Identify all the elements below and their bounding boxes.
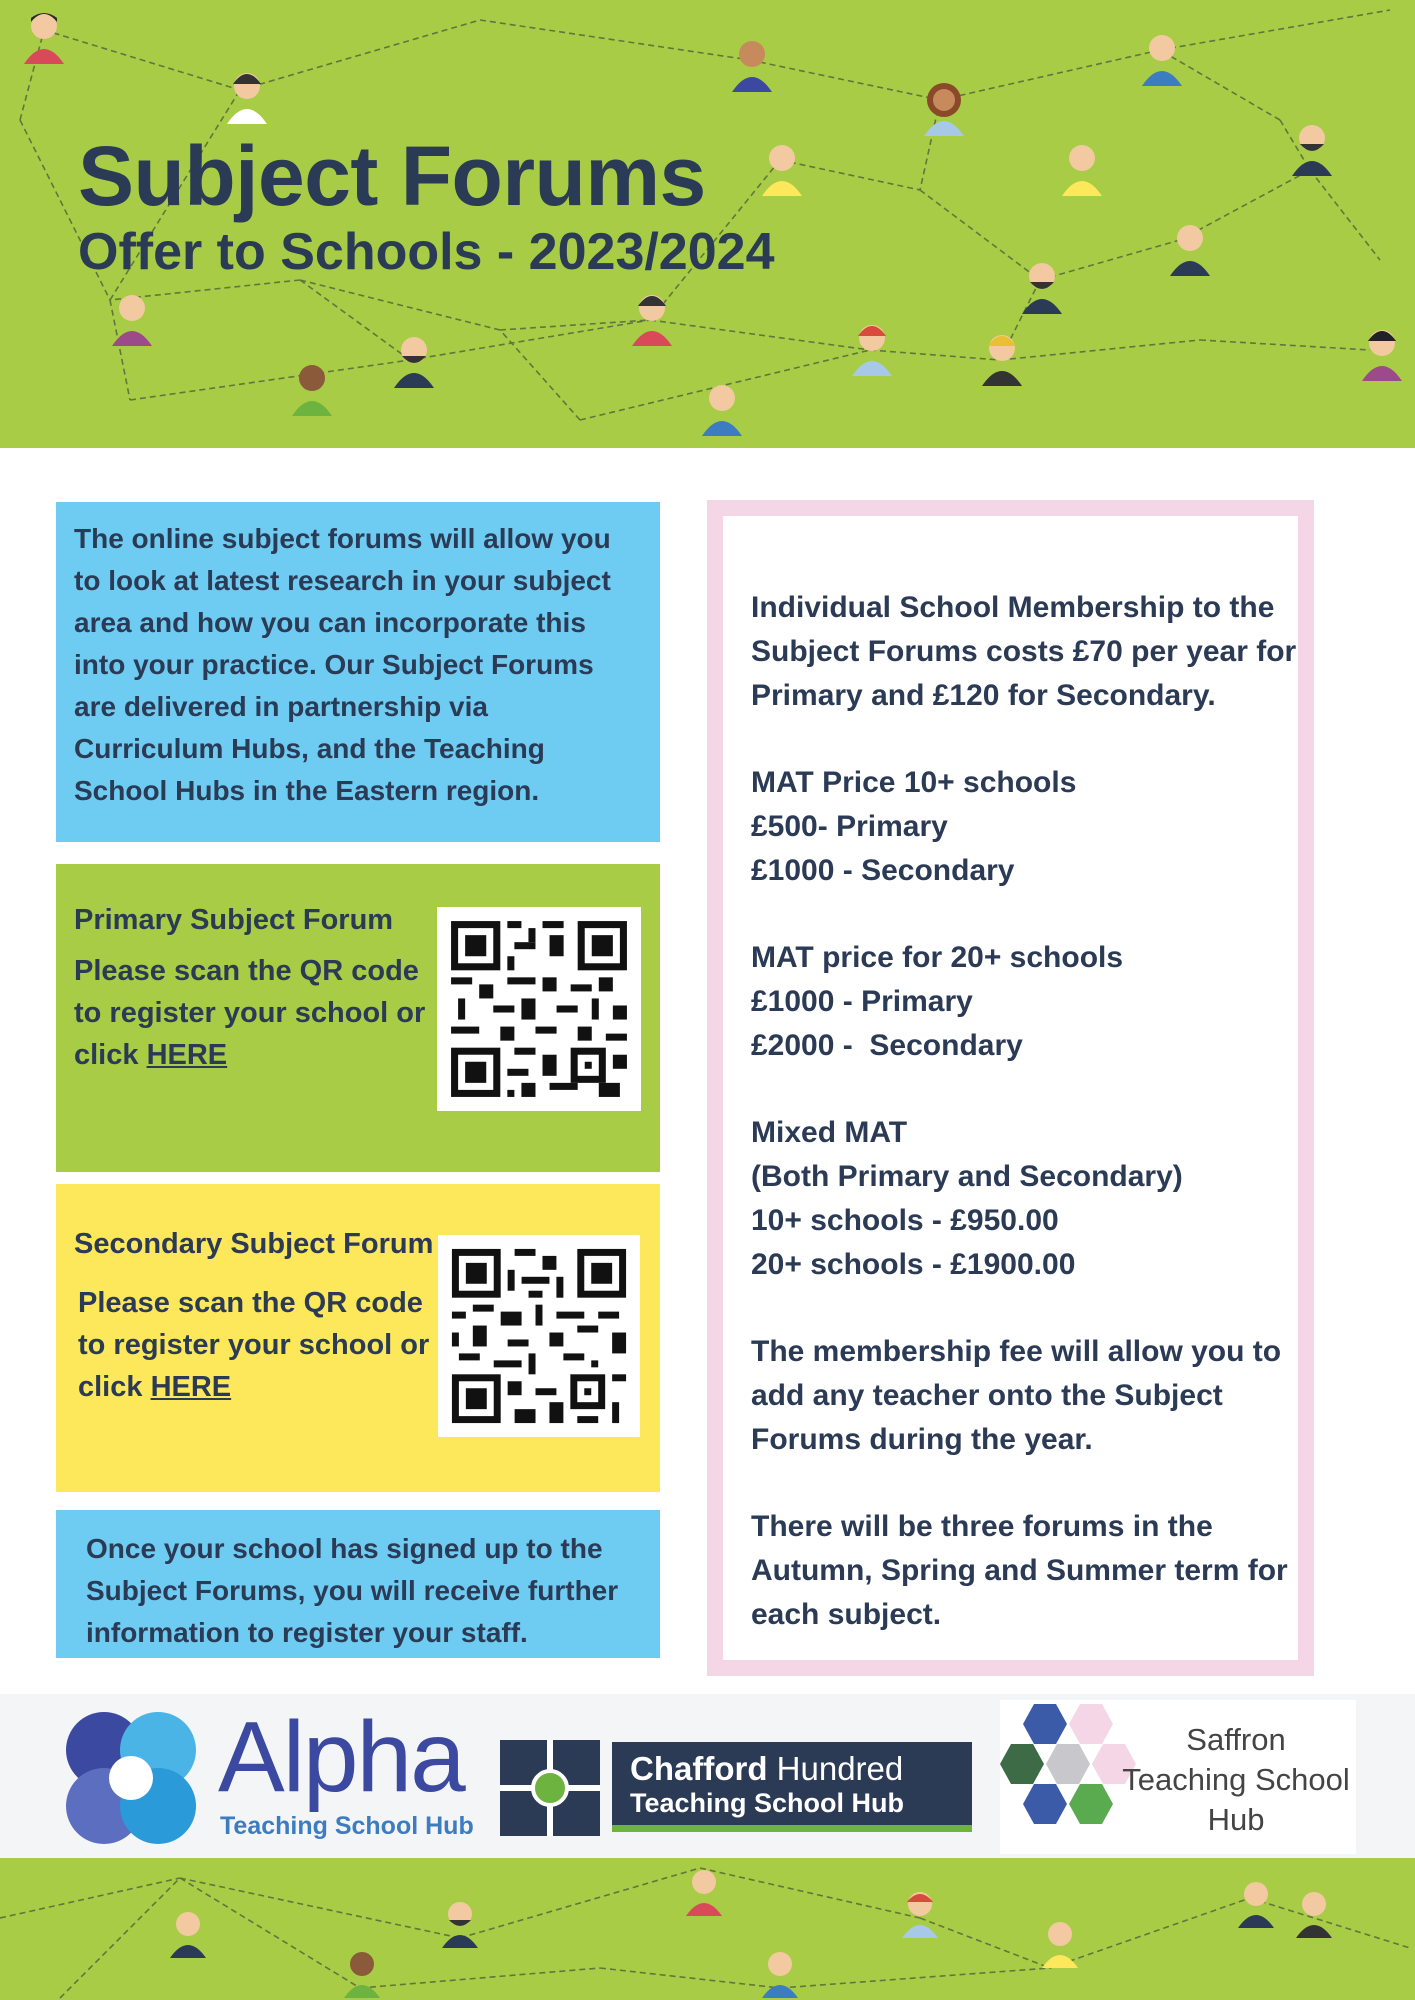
person-avatar-icon	[290, 360, 334, 416]
person-avatar-icon	[850, 320, 894, 376]
person-avatar-icon	[1360, 325, 1404, 381]
mixed-mat-note: (Both Primary and Secondary)	[751, 1160, 1183, 1193]
secondary-forum-instruction: Please scan the QR code to register your school or click	[78, 1287, 430, 1403]
chafford-logo-icon	[500, 1740, 600, 1836]
person-avatar-icon	[1140, 30, 1184, 86]
mixed-mat-line-10: 10+ schools - £950.00	[751, 1204, 1059, 1237]
person-avatar-icon	[392, 332, 436, 388]
person-avatar-icon	[440, 1898, 480, 1948]
qr-code-icon	[438, 1235, 640, 1437]
mat20-heading: MAT price for 20+ schools	[751, 941, 1124, 974]
chafford-name-bold: Chafford	[630, 1750, 768, 1787]
forums-schedule-note: There will be three forums in the Autumn, Spring and Summer term for each subject.	[751, 1510, 1288, 1631]
person-avatar-icon	[922, 80, 966, 136]
person-avatar-icon	[1290, 120, 1334, 176]
mat10-pricing	[751, 761, 1298, 893]
page-subtitle: Offer to Schools - 2023/2024	[78, 223, 775, 281]
secondary-forum-text	[78, 1282, 438, 1408]
saffron-logo-text	[1116, 1720, 1356, 1840]
mat10-heading: MAT Price 10+ schools	[751, 766, 1077, 799]
mat20-primary: £1000 - Primary	[751, 985, 973, 1018]
person-avatar-icon	[22, 8, 66, 64]
primary-forum-instruction: Please scan the QR code to register your school or click	[74, 955, 426, 1071]
person-avatar-icon	[1168, 220, 1212, 276]
person-avatar-icon	[1294, 1888, 1334, 1938]
chafford-logo-subtitle: Teaching School Hub	[630, 1788, 905, 1818]
alpha-logo-icon	[58, 1706, 204, 1852]
saffron-line-3: Hub	[1207, 1802, 1265, 1837]
primary-forum-box	[56, 864, 660, 1172]
chafford-logo-title	[630, 1750, 903, 1788]
person-avatar-icon	[342, 1948, 382, 1998]
membership-fee-note: The membership fee will allow you to add any teacher onto the Subject Forums during the year.	[751, 1335, 1282, 1456]
person-avatar-icon	[900, 1888, 940, 1938]
saffron-line-2: Teaching School	[1122, 1762, 1350, 1797]
secondary-qr-code[interactable]	[438, 1235, 640, 1437]
saffron-line-1: Saffron	[1186, 1722, 1286, 1757]
pricing-box	[707, 500, 1314, 1676]
person-avatar-icon	[980, 330, 1024, 386]
person-avatar-icon	[1040, 1918, 1080, 1968]
person-avatar-icon	[1236, 1878, 1276, 1928]
chafford-logo-bar	[612, 1742, 972, 1832]
mixed-mat-pricing	[751, 1111, 1298, 1287]
signup-info-box	[56, 1510, 660, 1658]
secondary-forum-heading: Secondary Subject Forum	[74, 1228, 434, 1260]
primary-register-link[interactable]: HERE	[146, 1039, 228, 1071]
person-avatar-icon	[730, 36, 774, 92]
person-avatar-icon	[168, 1908, 208, 1958]
mat20-pricing	[751, 936, 1298, 1068]
primary-qr-code[interactable]	[437, 907, 641, 1111]
intro-text: The online subject forums will allow you to look at latest research in your subject area and how you can incorporate this into your practice. Our Subject Forums are delivered in partnership via Curriculum Hubs, and the Teaching School Hubs in the Eastern region.	[74, 523, 611, 806]
mat20-secondary: £2000 - Secondary	[751, 1029, 1023, 1062]
person-avatar-icon	[1020, 258, 1064, 314]
secondary-forum-box	[56, 1184, 660, 1492]
primary-forum-heading: Primary Subject Forum	[74, 904, 394, 936]
person-avatar-icon	[700, 380, 744, 436]
header-banner	[0, 0, 1415, 448]
footer-banner	[0, 1858, 1415, 2000]
person-avatar-icon	[684, 1866, 724, 1916]
qr-code-icon	[437, 907, 641, 1111]
mat10-primary: £500- Primary	[751, 810, 948, 843]
mat10-secondary: £1000 - Secondary	[751, 854, 1015, 887]
secondary-register-link[interactable]: HERE	[150, 1371, 232, 1403]
mixed-mat-heading: Mixed MAT	[751, 1116, 908, 1149]
person-avatar-icon	[760, 140, 804, 196]
person-avatar-icon	[110, 290, 154, 346]
membership-price-text: Individual School Membership to the Subject Forums costs £70 per year for Primary and £120 for Secondary.	[751, 591, 1297, 712]
page-title: Subject Forums	[78, 129, 706, 223]
signup-text: Once your school has signed up to the Subject Forums, you will receive further information to register your staff.	[86, 1533, 619, 1648]
mixed-mat-line-20: 20+ schools - £1900.00	[751, 1248, 1076, 1281]
person-avatar-icon	[630, 290, 674, 346]
intro-box	[56, 502, 660, 842]
chafford-name-rest: Hundred	[767, 1750, 904, 1787]
primary-forum-text	[74, 950, 434, 1076]
person-avatar-icon	[760, 1948, 800, 1998]
alpha-logo-text: Alpha	[218, 1701, 464, 1813]
person-avatar-icon	[1060, 140, 1104, 196]
person-avatar-icon	[225, 68, 269, 124]
alpha-logo-subtitle: Teaching School Hub	[220, 1812, 474, 1840]
